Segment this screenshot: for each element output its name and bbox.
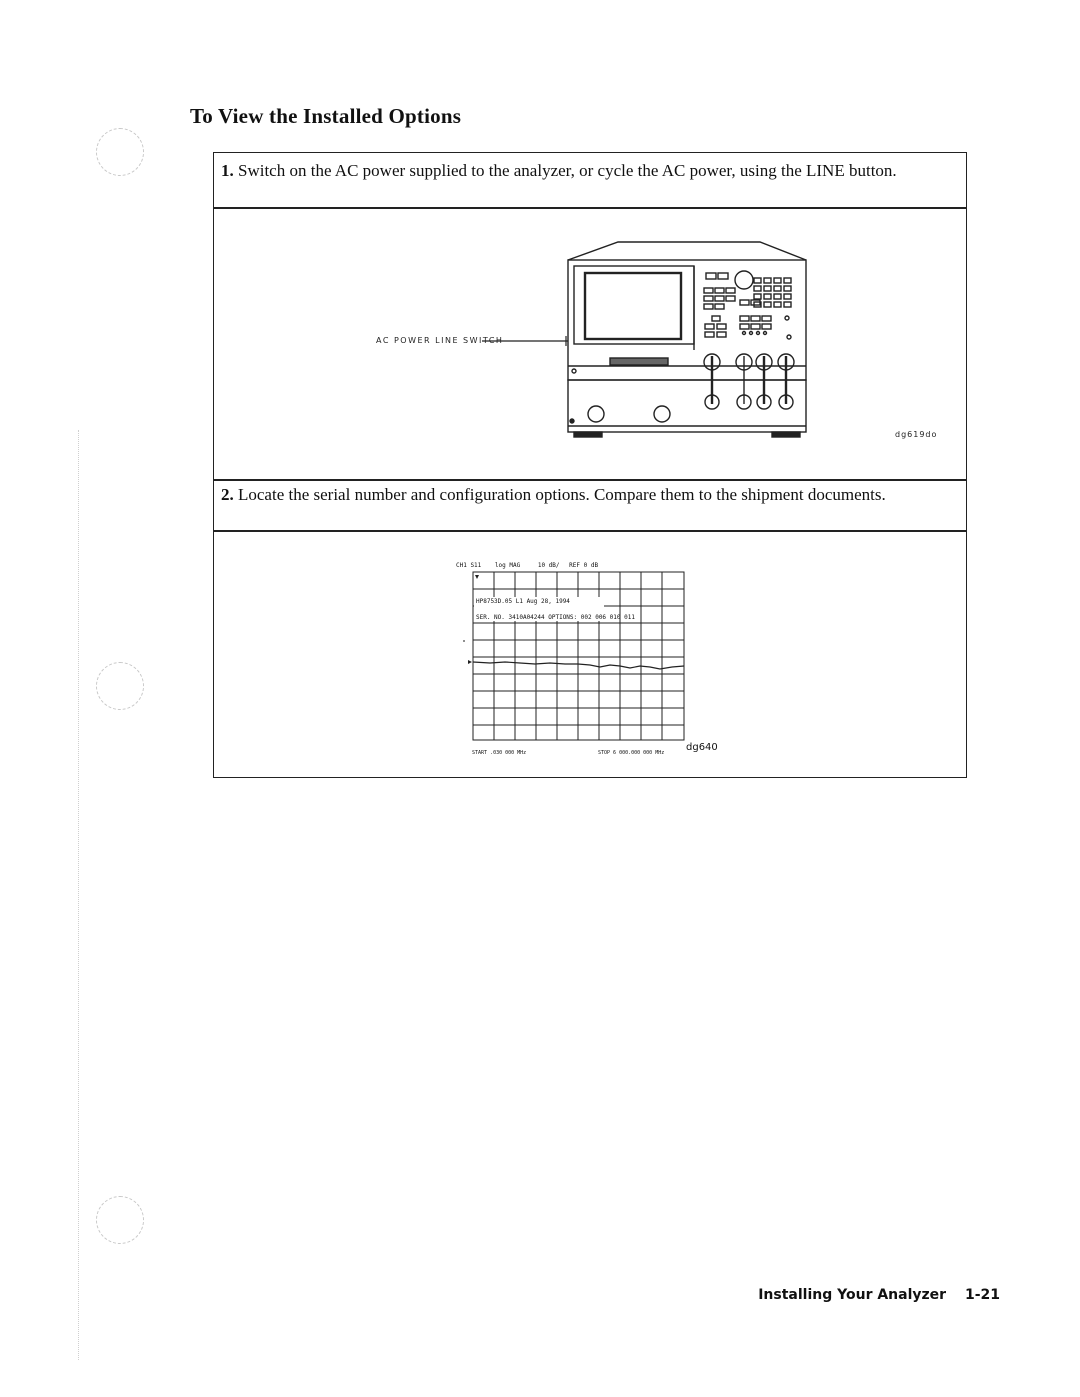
binder-hole-bottom bbox=[96, 1196, 144, 1244]
figure-2-id: dg640 bbox=[686, 742, 718, 753]
footer-section-title: Installing Your Analyzer bbox=[758, 1287, 947, 1303]
step-1-text bbox=[221, 160, 956, 182]
binder-hole-top bbox=[96, 128, 144, 176]
step-2-number: 2. bbox=[221, 485, 234, 504]
stop-frequency: STOP 6 000.000 000 MHz bbox=[598, 750, 665, 756]
binder-hole-middle bbox=[96, 662, 144, 710]
step-1-instruction: Switch on the AC power supplied to the analyzer, or cycle the AC power, using the LINE button. bbox=[238, 161, 897, 180]
serial-options-line: SER. NO. 3410A04244 OPTIONS: 002 006 010 011 bbox=[476, 614, 635, 621]
margin-guide bbox=[78, 430, 80, 1360]
firmware-revision-line: HP8753D.05 L1 Aug 28, 1994 bbox=[476, 598, 570, 605]
ac-power-line-switch-callout: AC POWER LINE SWITCH bbox=[376, 336, 504, 345]
start-frequency: START .030 000 MHz bbox=[472, 750, 527, 756]
page-footer bbox=[0, 1287, 1000, 1303]
step-2-instruction: Locate the serial number and configuration options. Compare them to the shipment documents. bbox=[238, 485, 886, 504]
screen-scale: 10 dB/ bbox=[537, 562, 560, 569]
screen-channel: CH1 S11 bbox=[456, 562, 482, 569]
step-1-number: 1. bbox=[221, 161, 234, 180]
screen-reference: REF 0 dB bbox=[569, 562, 599, 569]
step-2-text bbox=[221, 484, 956, 506]
page-number: 1-21 bbox=[964, 1287, 1000, 1303]
figure-1-id: dg619do bbox=[895, 430, 938, 439]
page-title: To View the Installed Options bbox=[190, 104, 462, 128]
screen-header bbox=[456, 562, 598, 569]
screen-format: log MAG bbox=[494, 562, 521, 569]
